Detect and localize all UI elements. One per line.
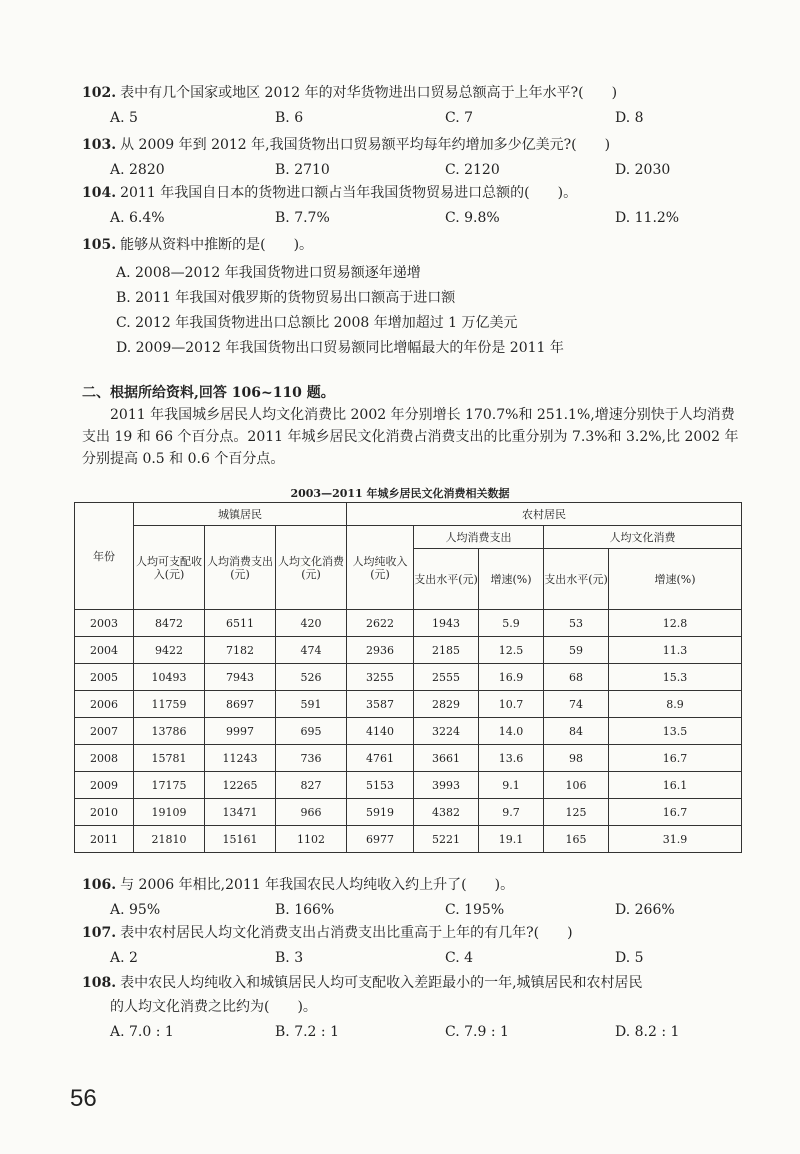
table-cell: 12.5 (479, 637, 544, 664)
header-spend-level: 支出水平(元) (414, 549, 479, 610)
question-105 (82, 236, 313, 254)
table-cell: 2622 (347, 610, 414, 637)
question-number: 108. (82, 975, 117, 991)
question-text: 2011 年我国自日本的货物进口额占当年我国货物贸易进口总额的( )。 (120, 185, 578, 201)
option-c[interactable]: C. 4 (445, 950, 474, 966)
table-cell: 8472 (134, 610, 205, 637)
table-cell: 4761 (347, 745, 414, 772)
question-text: 能够从资料中推断的是( )。 (120, 237, 314, 253)
options-102 (110, 110, 644, 126)
options-106 (110, 902, 675, 918)
table-row (75, 826, 742, 853)
table-cell-year: 2010 (75, 799, 134, 826)
question-text: 表中农村居民人均文化消费支出占消费支出比重高于上年的有几年?( ) (120, 925, 573, 941)
option-a[interactable]: A. 2008—2012 年我国货物进口贸易额逐年递增 (116, 265, 421, 281)
table-cell: 13.6 (479, 745, 544, 772)
question-text: 表中有几个国家或地区 2012 年的对华货物进出口贸易总额高于上年水平?( ) (120, 85, 618, 101)
table-cell: 15161 (205, 826, 276, 853)
table-cell-year: 2006 (75, 691, 134, 718)
option-b[interactable]: B. 7.2 : 1 (275, 1024, 339, 1040)
table-cell: 736 (276, 745, 347, 772)
table-cell: 526 (276, 664, 347, 691)
header-rural: 农村居民 (347, 503, 742, 526)
table-cell: 2555 (414, 664, 479, 691)
table-cell: 9.7 (479, 799, 544, 826)
option-a[interactable]: A. 95% (110, 902, 161, 918)
header-rural-income: 人均纯收入(元) (347, 526, 414, 610)
table-cell: 9.1 (479, 772, 544, 799)
table-cell: 591 (276, 691, 347, 718)
option-c[interactable]: C. 7.9 : 1 (445, 1024, 509, 1040)
table-cell: 1943 (414, 610, 479, 637)
option-a[interactable]: A. 7.0 : 1 (110, 1024, 174, 1040)
table-cell: 106 (544, 772, 609, 799)
options-103 (110, 162, 670, 178)
question-number: 104. (82, 185, 117, 201)
table-cell: 4382 (414, 799, 479, 826)
table-cell: 16.9 (479, 664, 544, 691)
question-number: 106. (82, 877, 117, 893)
question-103 (82, 136, 610, 154)
table-cell: 125 (544, 799, 609, 826)
option-c[interactable]: C. 2012 年我国货物进出口总额比 2008 年增加超过 1 万亿美元 (116, 315, 518, 331)
table-cell: 16.7 (609, 799, 742, 826)
header-rural-culture: 人均文化消费 (544, 526, 742, 549)
question-number: 102. (82, 85, 117, 101)
question-106 (82, 876, 514, 894)
table-cell: 84 (544, 718, 609, 745)
table-cell: 420 (276, 610, 347, 637)
table-cell: 5.9 (479, 610, 544, 637)
table-cell: 12265 (205, 772, 276, 799)
table-row (75, 772, 742, 799)
table-cell: 474 (276, 637, 347, 664)
table-cell: 53 (544, 610, 609, 637)
header-urban: 城镇居民 (134, 503, 347, 526)
table-cell: 13786 (134, 718, 205, 745)
options-108 (110, 1024, 679, 1040)
table-cell: 8697 (205, 691, 276, 718)
option-b[interactable]: B. 2710 (275, 162, 330, 178)
question-108 (82, 974, 643, 992)
table-caption: 2003—2011 年城乡居民文化消费相关数据 (290, 487, 510, 500)
table-cell: 16.1 (609, 772, 742, 799)
table-cell-year: 2007 (75, 718, 134, 745)
table-cell: 19109 (134, 799, 205, 826)
question-text: 表中农民人均纯收入和城镇居民人均可支配收入差距最小的一年,城镇居民和农村居民 (120, 975, 643, 991)
table-row (75, 745, 742, 772)
question-102 (82, 84, 617, 102)
option-c[interactable]: C. 7 (445, 110, 474, 126)
table-cell-year: 2005 (75, 664, 134, 691)
option-d[interactable]: D. 11.2% (615, 210, 680, 226)
header-spend-growth: 增速(%) (479, 549, 544, 610)
table-cell: 9997 (205, 718, 276, 745)
table-cell: 5221 (414, 826, 479, 853)
table-cell: 1102 (276, 826, 347, 853)
table-cell: 7943 (205, 664, 276, 691)
table-cell: 12.8 (609, 610, 742, 637)
table-cell: 17175 (134, 772, 205, 799)
question-107 (82, 924, 573, 942)
table-cell-year: 2004 (75, 637, 134, 664)
option-d[interactable]: D. 266% (615, 902, 675, 918)
table-cell: 15.3 (609, 664, 742, 691)
option-d[interactable]: D. 8.2 : 1 (615, 1024, 680, 1040)
table-cell: 16.7 (609, 745, 742, 772)
table-row (75, 664, 742, 691)
question-104 (82, 184, 577, 202)
section-title: 二、根据所给资料,回答 106~110 题。 (82, 385, 335, 401)
option-a[interactable]: A. 2 (110, 950, 138, 966)
header-culture-growth: 增速(%) (609, 549, 742, 610)
table-row (75, 718, 742, 745)
option-d[interactable]: D. 5 (615, 950, 644, 966)
table-cell: 3255 (347, 664, 414, 691)
section-paragraph: 2011 年我国城乡居民人均文化消费比 2002 年分别增长 170.7%和 251.1%,增速分别快于人均消费支出 19 和 66 个百分点。2011 年城乡居民文化消费占消费支出的比重分别为 7.3%和 3.2%,比 2002 年分别提高 0.5 和 0.6 个百分点。 (82, 407, 739, 467)
table-row (75, 799, 742, 826)
question-number: 103. (82, 137, 117, 153)
header-rural-spend: 人均消费支出 (414, 526, 544, 549)
option-d[interactable]: D. 2030 (615, 162, 671, 178)
table-cell: 15781 (134, 745, 205, 772)
table-cell: 8.9 (609, 691, 742, 718)
table-cell: 695 (276, 718, 347, 745)
header-year: 年份 (75, 503, 134, 610)
option-a[interactable]: A. 5 (110, 110, 138, 126)
table-cell: 3661 (414, 745, 479, 772)
option-a[interactable]: A. 6.4% (110, 210, 165, 226)
option-b[interactable]: B. 7.7% (275, 210, 330, 226)
table-cell: 2829 (414, 691, 479, 718)
table-cell: 98 (544, 745, 609, 772)
table-cell: 4140 (347, 718, 414, 745)
header-culture-level: 支出水平(元) (544, 549, 609, 610)
table-cell: 10.7 (479, 691, 544, 718)
question-number: 105. (82, 237, 117, 253)
header-urban-culture: 人均文化消费(元) (276, 526, 347, 610)
option-b[interactable]: B. 6 (275, 110, 304, 126)
option-b[interactable]: B. 2011 年我国对俄罗斯的货物贸易出口额高于进口额 (116, 290, 456, 306)
table-cell: 14.0 (479, 718, 544, 745)
table-cell: 74 (544, 691, 609, 718)
table-cell: 6977 (347, 826, 414, 853)
options-104 (110, 210, 679, 226)
table-cell: 9422 (134, 637, 205, 664)
table-cell-year: 2011 (75, 826, 134, 853)
option-c[interactable]: C. 9.8% (445, 210, 500, 226)
table-row (75, 637, 742, 664)
table-cell-year: 2009 (75, 772, 134, 799)
table-cell: 3587 (347, 691, 414, 718)
table-cell: 59 (544, 637, 609, 664)
table-cell-year: 2008 (75, 745, 134, 772)
table-row (75, 610, 742, 637)
table-cell: 2936 (347, 637, 414, 664)
data-table (74, 502, 742, 853)
question-108-line2: 的人均文化消费之比约为( )。 (110, 999, 317, 1015)
table-cell: 2185 (414, 637, 479, 664)
table-cell: 827 (276, 772, 347, 799)
table-row (75, 691, 742, 718)
table-cell: 13471 (205, 799, 276, 826)
table-cell: 3993 (414, 772, 479, 799)
table-cell: 3224 (414, 718, 479, 745)
question-number: 107. (82, 925, 117, 941)
table-cell: 19.1 (479, 826, 544, 853)
page-number: 56 (70, 1085, 97, 1112)
table-cell: 11759 (134, 691, 205, 718)
option-b[interactable]: B. 3 (275, 950, 304, 966)
table-cell: 11.3 (609, 637, 742, 664)
options-107 (110, 950, 644, 966)
table-cell-year: 2003 (75, 610, 134, 637)
table-cell: 11243 (205, 745, 276, 772)
table-cell: 5919 (347, 799, 414, 826)
table-cell: 10493 (134, 664, 205, 691)
table-cell: 6511 (205, 610, 276, 637)
header-urban-income: 人均可支配收入(元) (134, 526, 205, 610)
option-a[interactable]: A. 2820 (110, 162, 165, 178)
table-cell: 5153 (347, 772, 414, 799)
table-cell: 31.9 (609, 826, 742, 853)
table-cell: 21810 (134, 826, 205, 853)
table-cell: 68 (544, 664, 609, 691)
option-c[interactable]: C. 2120 (445, 162, 500, 178)
question-text: 与 2006 年相比,2011 年我国农民人均纯收入约上升了( )。 (120, 877, 515, 893)
option-d[interactable]: D. 8 (615, 110, 644, 126)
table-cell: 165 (544, 826, 609, 853)
option-b[interactable]: B. 166% (275, 902, 335, 918)
table-cell: 7182 (205, 637, 276, 664)
option-d[interactable]: D. 2009—2012 年我国货物出口贸易额同比增幅最大的年份是 2011 年 (116, 340, 564, 356)
table-cell: 966 (276, 799, 347, 826)
table-cell: 13.5 (609, 718, 742, 745)
header-urban-spend: 人均消费支出(元) (205, 526, 276, 610)
option-c[interactable]: C. 195% (445, 902, 505, 918)
question-text: 从 2009 年到 2012 年,我国货物出口贸易额平均每年约增加多少亿美元?( ) (120, 137, 611, 153)
